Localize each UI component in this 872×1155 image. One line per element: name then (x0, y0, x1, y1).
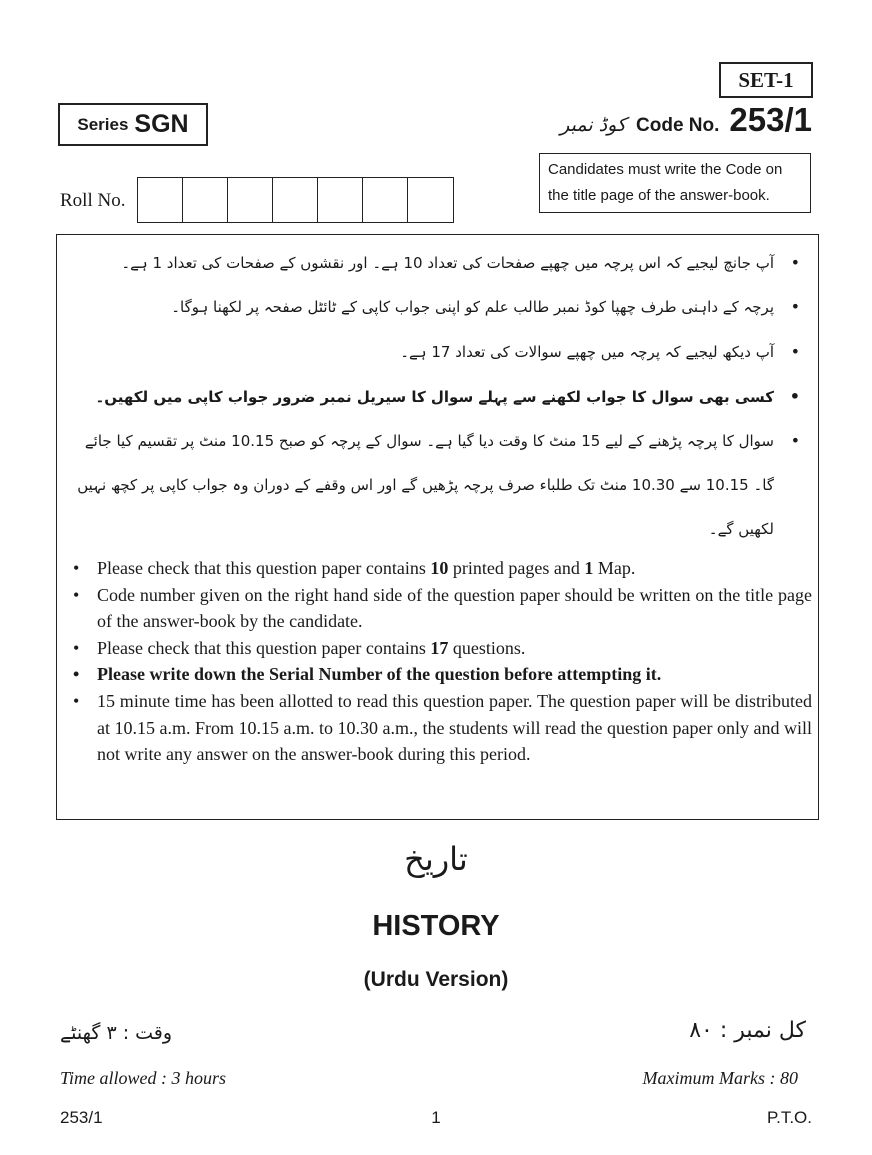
max-marks-urdu: کل نمبر : ۸۰ (689, 1018, 806, 1043)
page-count: 10 (430, 558, 449, 578)
urdu-instruction-text: پرچہ کے داہنی طرف چھپا کوڈ نمبر طالب علم کو اپنی جواب کاپی کے ٹائٹل صفحہ پر لکھنا ہوگا۔ (171, 298, 774, 316)
code-number (560, 101, 812, 145)
instruction-text: printed pages and (448, 558, 585, 578)
urdu-instruction-text: کسی بھی سوال کا جواب لکھنے سے پہلے سوال کا سیریل نمبر ضرور جواب کاپی میں لکھیں۔ (95, 388, 774, 406)
instruction-text: Please check that this question paper contains (97, 637, 431, 658)
set-label: SET-1 (719, 62, 813, 98)
footer-code: 253/1 (60, 1108, 103, 1127)
english-instruction-1 (65, 555, 812, 582)
candidate-note: Candidates must write the Code on the title page of the answer-book. (539, 153, 811, 213)
urdu-instruction-text: سوال کا پرچہ پڑھنے کے لیے 15 منٹ کا وقت دیا گیا ہے۔ سوال کے پرچہ کو صبح 10.15 منٹ پر تقسیم کیا جائے گا۔ 10.15 سے 10.30 منٹ تک طلباء صرف پرچہ پڑھیں گے اور اس وقفے کے دوران وہ جواب کاپی پر کچھ نہیں لکھیں گے۔ (77, 432, 774, 538)
roll-cell[interactable] (273, 178, 318, 222)
roll-label: Roll No. (60, 190, 126, 211)
roll-cell[interactable] (363, 178, 408, 222)
time-allowed-urdu: وقت : ۳ گھنٹے (60, 1022, 173, 1044)
urdu-instruction-text: آپ جانچ لیجیے کہ اس پرچہ میں چھپے صفحات کی تعداد 10 ہے۔ اور نقشوں کے صفحات کی تعداد 1 ہے۔ (121, 254, 774, 272)
bullet: • (73, 690, 80, 711)
series-box (58, 103, 208, 146)
instruction-text: Please write down the Serial Number of the question before attempting it. (97, 664, 662, 685)
english-instruction-4 (65, 661, 812, 688)
roll-cell[interactable] (183, 178, 228, 222)
urdu-instruction-3 (57, 329, 818, 375)
bullet: • (790, 431, 800, 450)
urdu-instruction-4 (57, 375, 818, 419)
bullet: • (790, 342, 800, 361)
code-label: Code No. (636, 115, 720, 136)
bullet: • (789, 387, 800, 406)
code-value: 253/1 (729, 101, 812, 138)
bullet: • (73, 584, 80, 605)
instruction-text: Map. (593, 558, 636, 578)
roll-cell[interactable] (318, 178, 363, 222)
bullet: • (73, 664, 80, 685)
instruction-text: Code number given on the right hand side of the question paper should be written on the title page of the answer-book by the candidate. (97, 584, 812, 632)
instructions-box (56, 234, 819, 820)
english-instruction-3 (65, 635, 812, 662)
bullet: • (73, 558, 80, 578)
instruction-text: Please check that this question paper contains (97, 558, 431, 578)
question-count: 17 (430, 637, 449, 658)
urdu-instruction-5 (57, 419, 818, 551)
subject-title-urdu: تاریخ (404, 840, 468, 878)
max-marks: Maximum Marks : 80 (642, 1068, 798, 1088)
time-allowed: Time allowed : 3 hours (60, 1068, 227, 1088)
english-instruction-2 (65, 582, 812, 635)
series-value: SGN (134, 110, 189, 138)
urdu-instructions (57, 241, 818, 551)
bullet: • (790, 297, 800, 316)
roll-cell[interactable] (138, 178, 183, 222)
english-instruction-5 (65, 688, 812, 768)
series-label: Series (77, 114, 129, 134)
urdu-instruction-1 (57, 241, 818, 285)
roll-cell[interactable] (408, 178, 453, 222)
bullet: • (790, 253, 800, 272)
english-instructions (65, 555, 812, 768)
subject-title: HISTORY (372, 910, 500, 942)
pto-label: P.T.O. (766, 1108, 812, 1127)
instruction-text: 15 minute time has been allotted to read this question paper. The question paper will be distributed at 10.15 a.m. From 10.15 a.m. to 10.30 a.m., the students will read the question paper only and will not write any answer on the answer-book during this period. (97, 690, 812, 765)
urdu-instruction-2 (57, 285, 818, 329)
code-urdu-label: کوڈ نمبر (560, 114, 627, 136)
roll-cell[interactable] (228, 178, 273, 222)
instruction-text: questions. (448, 637, 526, 658)
version-label: (Urdu Version) (363, 968, 509, 991)
urdu-instruction-text: آپ دیکھ لیجیے کہ پرچہ میں چھپے سوالات کی تعداد 17 ہے۔ (400, 343, 774, 361)
roll-number-grid[interactable] (137, 177, 454, 223)
page-number: 1 (431, 1108, 441, 1127)
map-count: 1 (584, 558, 594, 578)
bullet: • (73, 637, 80, 658)
